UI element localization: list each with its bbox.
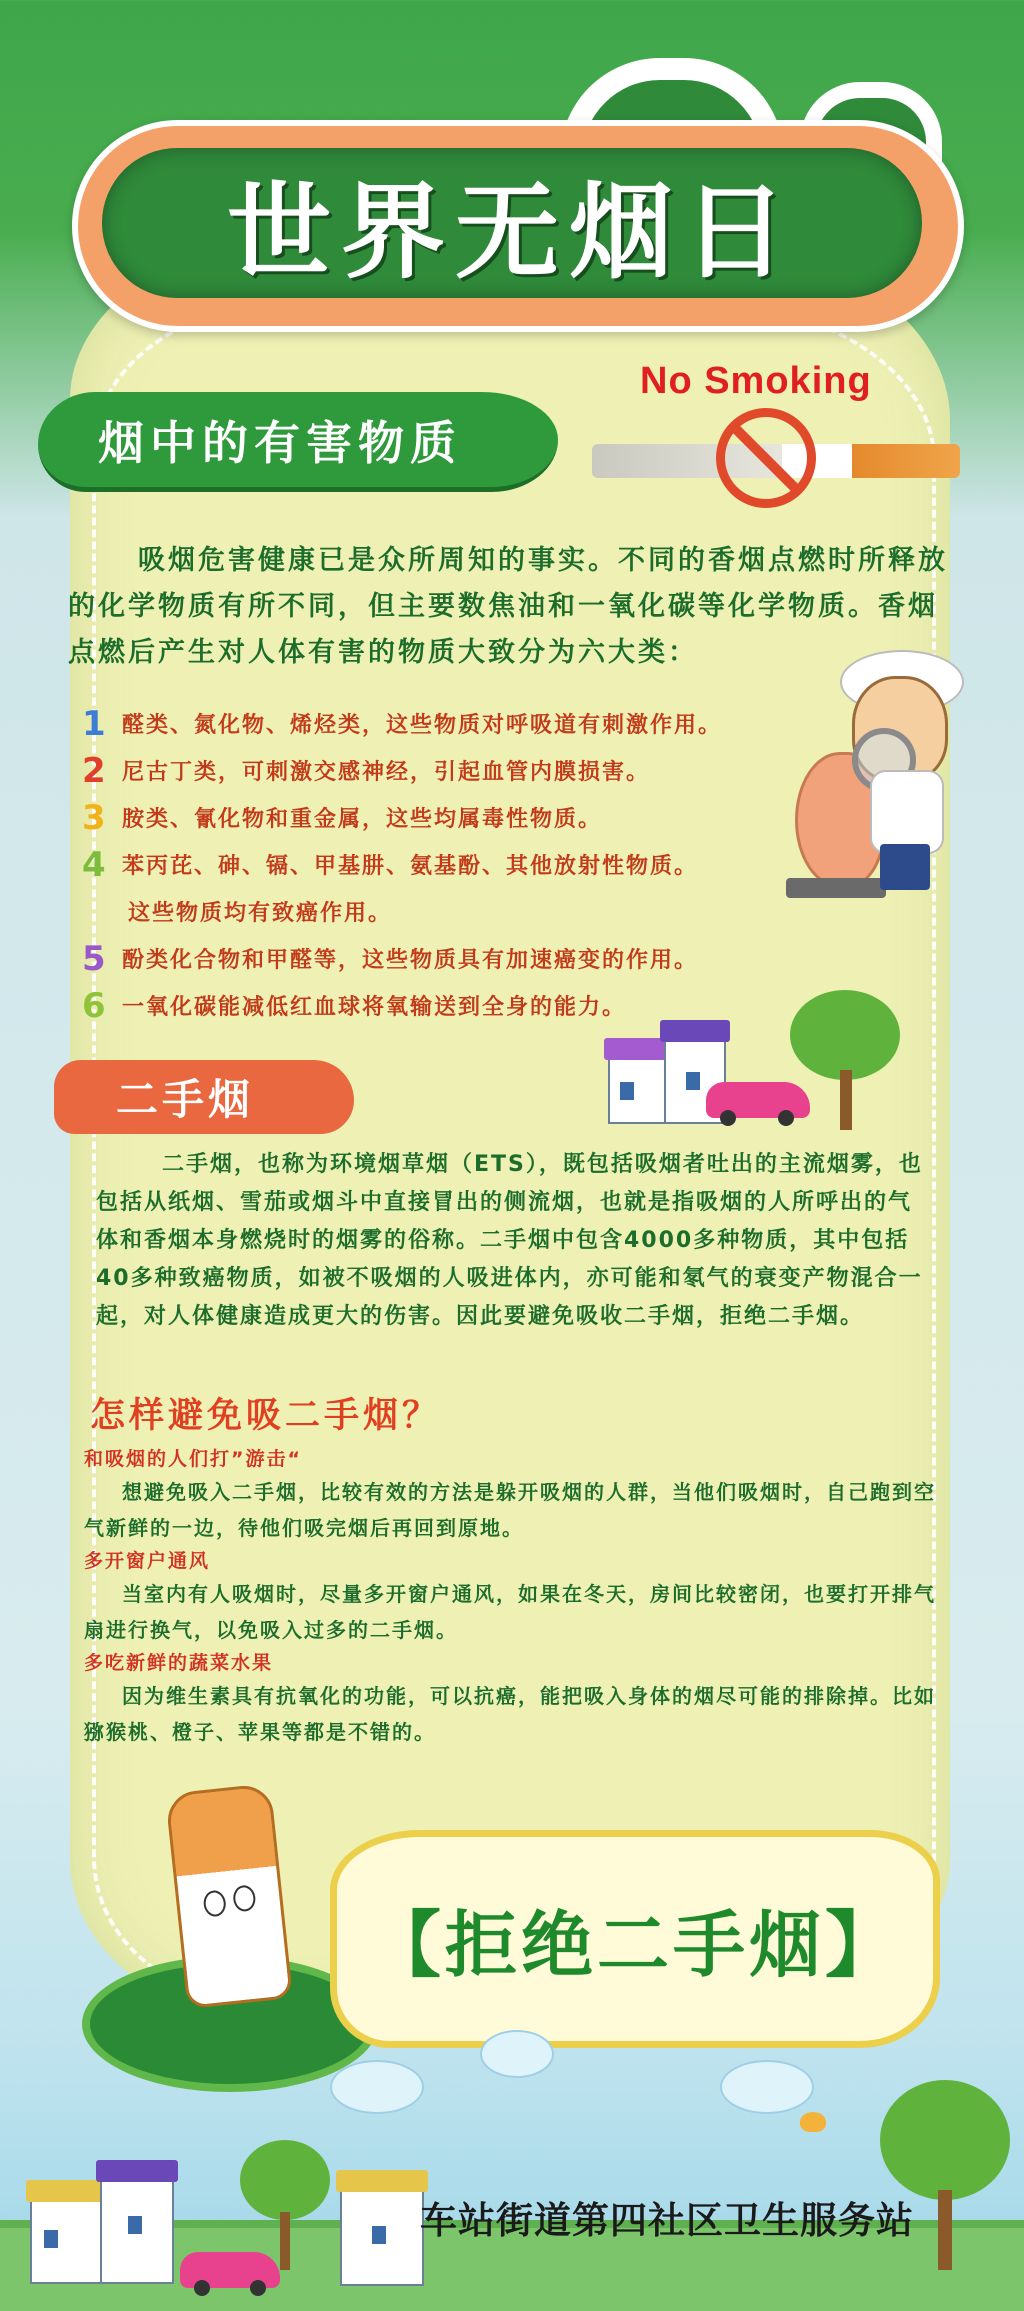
list-item xyxy=(82,747,802,794)
list-item xyxy=(82,935,802,982)
section-harmful-substances-label xyxy=(38,392,558,492)
list-item-note: 这些物质均有致癌作用。 xyxy=(128,901,393,926)
number-badge: 1 xyxy=(82,703,106,744)
cloud-icon xyxy=(480,2030,554,2078)
no-smoking-icon xyxy=(716,408,816,508)
section-title: 烟中的有害物质 xyxy=(98,415,462,470)
list-item-text: 尼古丁类，可刺激交感神经，引起血管内膜损害。 xyxy=(122,760,651,785)
list-item xyxy=(82,888,802,935)
cigarette-mascot-icon xyxy=(165,1783,293,2009)
ear-stand xyxy=(786,878,886,898)
list-item-text: 苯丙芘、砷、镉、甲基肼、氨基酚、其他放射性物质。 xyxy=(122,854,699,879)
tip-text: 想避免吸入二手烟，比较有效的方法是躲开吸烟的人群，当他们吸烟时，自己跑到空气新鲜的一边，待他们吸完烟后再回到原地。 xyxy=(84,1480,936,1540)
list-item-text: 胺类、氰化物和重金属，这些均属毒性物质。 xyxy=(122,807,603,832)
list-item xyxy=(82,794,802,841)
list-item-text: 酚类化合物和甲醛等，这些物质具有加速癌变的作用。 xyxy=(122,948,699,973)
list-item-text: 一氧化碳能减低红血球将氧输送到全身的能力。 xyxy=(122,995,627,1020)
house-icon xyxy=(608,1058,672,1124)
house-icon xyxy=(100,2180,174,2284)
number-badge: 5 xyxy=(82,938,106,979)
tip-heading: 多开窗户通风 xyxy=(84,1550,211,1572)
doctor-body xyxy=(870,770,944,854)
cloud-icon xyxy=(720,2060,814,2114)
section-avoid-title: 怎样避免吸二手烟？ xyxy=(90,1396,442,1436)
page-title: 世界无烟日 xyxy=(226,171,797,293)
secondhand-smoke-paragraph: 二手烟，也称为环境烟草烟（ETS），既包括吸烟者吐出的主流烟雾，也包括从纸烟、雪茄或烟斗中直接冒出的侧流烟，也就是指吸烟的人所呼出的气体和香烟本身燃烧时的烟雾的俗称。二手烟中包含4000多种物质，其中包括40多种致癌物质，如被不吸烟的人吸进体内，亦可能和氡气的衰变产物混合一起，对人体健康造成更大的伤害。因此要避免吸收二手烟，拒绝二手烟。 xyxy=(96,1152,923,1329)
number-badge: 3 xyxy=(82,797,106,838)
tip-heading: 和吸烟的人们打”游击“ xyxy=(84,1448,302,1470)
tip-text: 因为维生素具有抗氧化的功能，可以抗癌，能把吸入身体的烟尽可能的排除掉。比如猕猴桃、橙子、苹果等都是不错的。 xyxy=(84,1684,936,1744)
cloud-icon xyxy=(330,2060,424,2114)
butterfly-icon xyxy=(800,2112,826,2132)
tree-icon xyxy=(240,2140,330,2270)
number-badge: 4 xyxy=(82,844,106,885)
house-icon xyxy=(340,2190,424,2286)
list-item xyxy=(82,841,802,888)
doctor-legs xyxy=(880,844,930,890)
house-icon xyxy=(30,2200,104,2284)
section-secondhand-smoke-label xyxy=(54,1060,354,1134)
tree-icon xyxy=(790,990,900,1130)
number-badge: 6 xyxy=(82,985,106,1026)
harmful-substances-list xyxy=(82,700,802,1029)
intro-paragraph: 吸烟危害健康已是众所周知的事实。不同的香烟点燃时所释放的化学物质有所不同，但主要数焦油和一氧化碳等化学物质。香烟点燃后产生对人体有害的物质大致分为六大类： xyxy=(68,545,948,668)
tip-heading: 多吃新鲜的蔬菜水果 xyxy=(84,1652,274,1674)
tip-text: 当室内有人吸烟时，尽量多开窗户通风，如果在冬天，房间比较密闭，也要打开排气扇进行换气，以免吸入过多的二手烟。 xyxy=(84,1582,936,1642)
section-title: 二手烟 xyxy=(116,1075,255,1124)
title-banner xyxy=(102,148,922,298)
number-badge: 2 xyxy=(82,750,106,791)
no-smoking-label: No Smoking xyxy=(640,360,872,402)
slogan-frame xyxy=(330,1830,940,2048)
list-item-text: 醛类、氮化物、烯烃类，这些物质对呼吸道有刺激作用。 xyxy=(122,713,723,738)
organization-name: 车站街道第四社区卫生服务站 xyxy=(420,2199,914,2242)
list-item xyxy=(82,700,802,747)
slogan: 【拒绝二手烟】 xyxy=(368,1903,901,1987)
